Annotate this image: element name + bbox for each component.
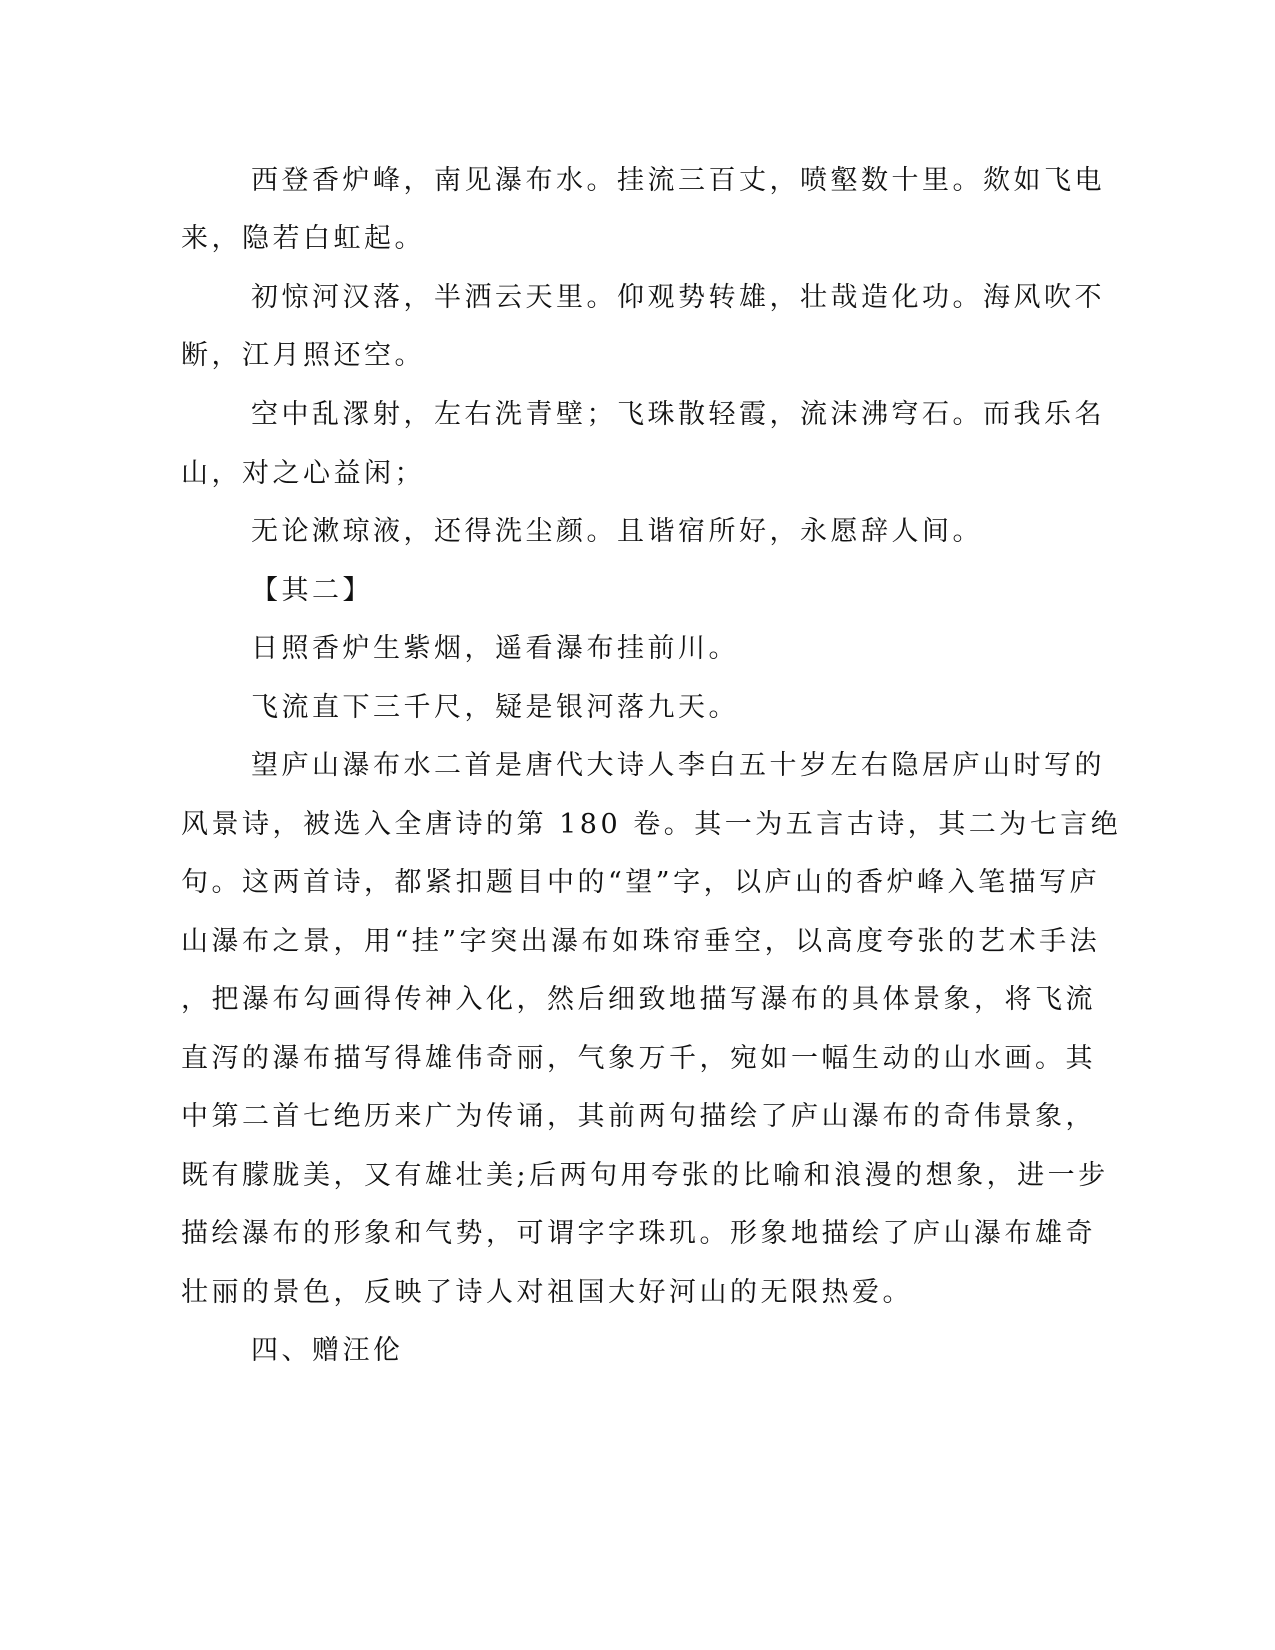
- poem-line: 初惊河汉落，半洒云天里。仰观势转雄，壮哉造化功。海风吹不: [251, 282, 1105, 313]
- paragraph-line: 壮丽的景色，反映了诗人对祖国大好河山的无限热爱。: [181, 1277, 913, 1308]
- section-heading: 【其二】: [251, 575, 373, 606]
- paragraph-line: 山瀑布之景，用“挂”字突出瀑布如珠帘垂空，以高度夸张的艺术手法: [181, 926, 1101, 957]
- section-heading: 四、赠汪伦: [251, 1335, 404, 1366]
- poem-line: 西登香炉峰，南见瀑布水。挂流三百丈，喷壑数十里。欻如飞电: [251, 165, 1105, 196]
- paragraph-line: 描绘瀑布的形象和气势，可谓字字珠玑。形象地描绘了庐山瀑布雄奇: [181, 1218, 1096, 1249]
- paragraph-line: 既有朦胧美，又有雄壮美;后两句用夸张的比喻和浪漫的想象，进一步: [181, 1160, 1109, 1191]
- poem-line: 飞流直下三千尺，疑是银河落九天。: [251, 692, 739, 723]
- poem-line: 来，隐若白虹起。: [181, 223, 425, 254]
- poem-line: 日照香炉生紫烟，遥看瀑布挂前川。: [251, 633, 739, 664]
- paragraph-line: 望庐山瀑布水二首是唐代大诗人李白五十岁左右隐居庐山时写的: [251, 750, 1105, 781]
- poem-line: 无论漱琼液，还得洗尘颜。且谐宿所好，永愿辞人间。: [251, 516, 983, 547]
- poem-line: 断，江月照还空。: [181, 340, 425, 371]
- paragraph-line: 直泻的瀑布描写得雄伟奇丽，气象万千，宛如一幅生动的山水画。其: [181, 1043, 1096, 1074]
- paragraph-line: ，把瀑布勾画得传神入化，然后细致地描写瀑布的具体景象，将飞流: [181, 984, 1096, 1015]
- paragraph-line: 句。这两首诗，都紧扣题目中的“望”字，以庐山的香炉峰入笔描写庐: [181, 867, 1101, 898]
- poem-line: 山，对之心益闲；: [181, 458, 425, 489]
- paragraph-line: 中第二首七绝历来广为传诵，其前两句描绘了庐山瀑布的奇伟景象，: [181, 1101, 1096, 1132]
- paragraph-line: 风景诗，被选入全唐诗的第 180 卷。其一为五言古诗，其二为七言绝: [181, 809, 1122, 840]
- poem-line: 空中乱潈射，左右洗青壁；飞珠散轻霞，流沫沸穹石。而我乐名: [251, 399, 1105, 430]
